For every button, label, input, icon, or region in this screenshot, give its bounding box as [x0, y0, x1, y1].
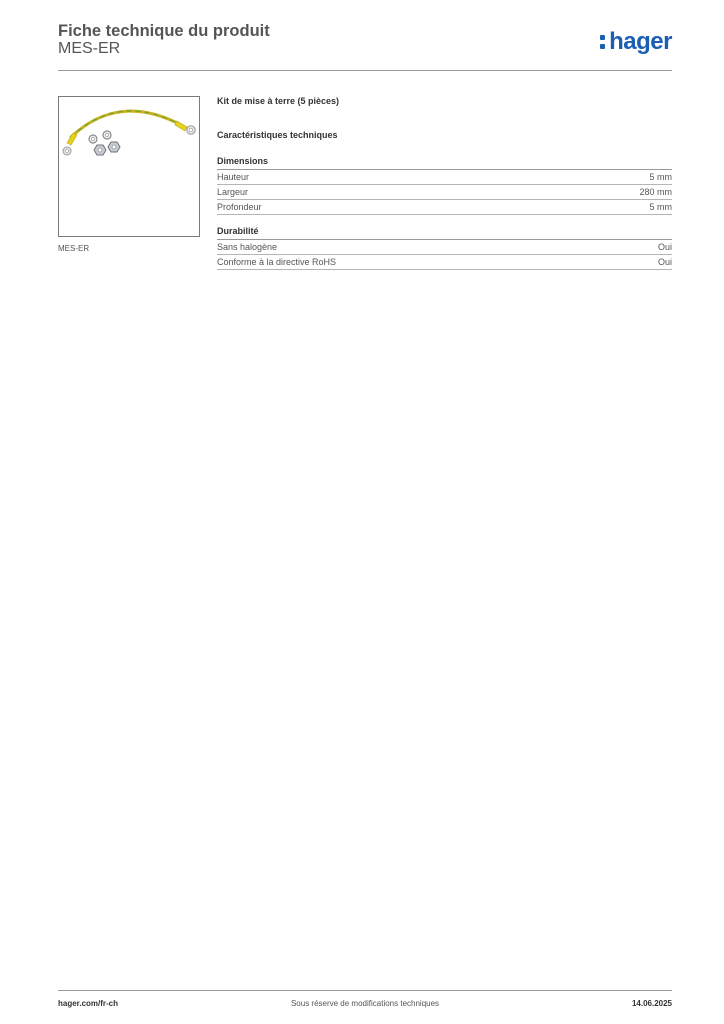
- page-title: Fiche technique du produit: [58, 22, 270, 40]
- footer-date: 14.06.2025: [631, 999, 672, 1008]
- spec-label: Hauteur: [217, 172, 250, 182]
- spec-group-durability: [217, 226, 672, 270]
- page-header: [58, 20, 672, 71]
- grounding-cable-illustration: [59, 97, 199, 236]
- spec-row: [217, 170, 672, 185]
- image-caption: MES-ER: [58, 244, 90, 253]
- spec-value: 5 mm: [649, 172, 672, 182]
- product-reference: MES-ER: [58, 40, 121, 57]
- spec-row: [217, 255, 672, 270]
- spec-value: 5 mm: [649, 202, 672, 212]
- spec-label: Sans halogène: [217, 242, 278, 252]
- spec-label: Profondeur: [217, 202, 262, 212]
- footer-disclaimer: Sous réserve de modifications techniques: [290, 999, 440, 1008]
- spec-row: [217, 240, 672, 255]
- spec-group-dimensions: [217, 156, 672, 215]
- spec-label: Conforme à la directive RoHS: [217, 257, 337, 267]
- hager-logo: [600, 28, 672, 56]
- page-footer: [58, 990, 672, 1013]
- group-title: Durabilité: [217, 226, 672, 240]
- logo-dots-icon: [600, 33, 607, 51]
- spec-value: Oui: [657, 242, 672, 252]
- product-image: [58, 96, 200, 237]
- spec-label: Largeur: [217, 187, 249, 197]
- spec-row: [217, 185, 672, 200]
- spec-value: Oui: [657, 257, 672, 267]
- footer-website-link[interactable]: hager.com/fr-ch: [58, 999, 119, 1008]
- spec-value: 280 mm: [639, 187, 672, 197]
- section-title: Caractéristiques techniques: [217, 130, 338, 140]
- spec-content: [217, 96, 672, 270]
- group-title: Dimensions: [217, 156, 672, 170]
- spec-row: [217, 200, 672, 215]
- product-name: Kit de mise à terre (5 pièces): [217, 96, 340, 106]
- logo-text: hager: [609, 28, 672, 55]
